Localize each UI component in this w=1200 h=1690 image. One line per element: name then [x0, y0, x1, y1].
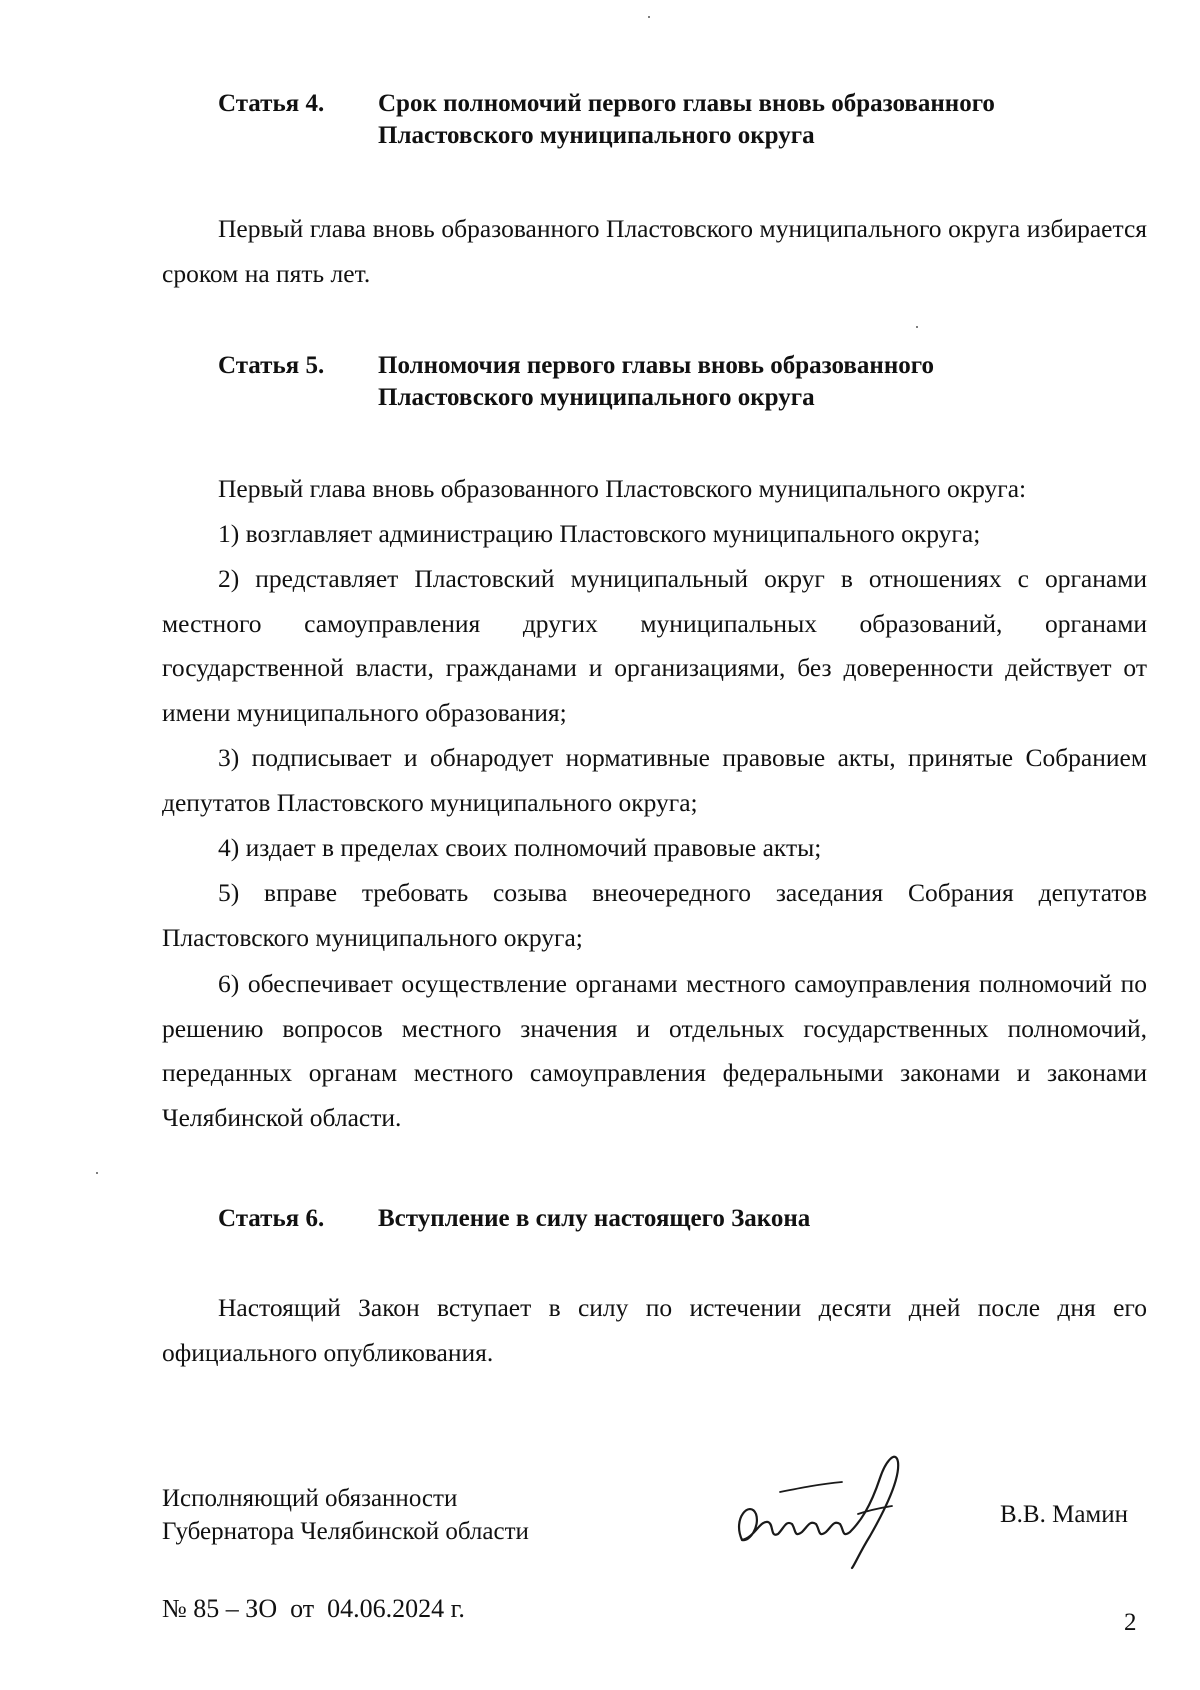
article-number: Статья 6. [218, 1205, 325, 1232]
page-number [1124, 1606, 1137, 1639]
document-number [162, 1592, 465, 1625]
article-number: Статья 5. [218, 352, 325, 379]
scan-speck [648, 16, 650, 18]
paragraph: Первый глава вновь образованного Пластовского муниципального округа избирается сроком на пять лет. [162, 214, 1147, 288]
article-title [378, 88, 1158, 152]
article-number: Статья 4. [218, 90, 325, 117]
paragraph: 6) обеспечивает осуществление органами местного самоуправления полномочий по решению вопросов местного значения и отдельных государственных полномочий, переданных органам местного самоуправления федеральными законами и законами Челябинской области. [162, 969, 1147, 1132]
article-title [378, 1203, 1158, 1235]
scan-speck [96, 1172, 98, 1174]
signatory-position [162, 1482, 529, 1548]
document-number-text: № 85 – ЗО от 04.06.2024 г. [162, 1594, 465, 1623]
paragraph: Настоящий Закон вступает в силу по истечении десяти дней после дня его официального опубликования. [162, 1293, 1147, 1367]
signatory-position-line: Исполняющий обязанности [162, 1485, 458, 1512]
scan-speck [916, 326, 918, 328]
paragraph: 4) издает в пределах своих полномочий правовые акты; [218, 833, 822, 862]
article-title-line: Пластовского муниципального округа [378, 384, 815, 411]
paragraph: 2) представляет Пластовский муниципальный округ в отношениях с органами местного самоуправления других муниципальных образований, органами государственной власти, гражданами и организациями, без доверенности действует от имени муниципального образования; [162, 564, 1147, 727]
paragraph: 5) вправе требовать созыва внеочередного заседания Собрания депутатов Пластовского муниципального округа; [162, 878, 1147, 952]
paragraph: 3) подписывает и обнародует нормативные правовые акты, принятые Собранием депутатов Пластовского муниципального округа; [162, 743, 1147, 817]
signatory-position-line: Губернатора Челябинской области [162, 1518, 529, 1545]
article-title-line: Срок полномочий первого главы вновь образованного [378, 90, 995, 117]
page-number-text: 2 [1124, 1609, 1137, 1636]
paragraph: 1) возглавляет администрацию Пластовского муниципального округа; [218, 519, 981, 548]
article-title-line: Пластовского муниципального округа [378, 122, 815, 149]
paragraph: Первый глава вновь образованного Пластовского муниципального округа: [218, 474, 1027, 503]
signatory-name [1000, 1498, 1128, 1531]
signatory-name-text: В.В. Мамин [1000, 1501, 1129, 1528]
handwritten-signature [720, 1448, 930, 1570]
article-title [378, 350, 1158, 414]
article-title-line: Полномочия первого главы вновь образованного [378, 352, 934, 379]
article-title-line: Вступление в силу настоящего Закона [378, 1205, 811, 1232]
